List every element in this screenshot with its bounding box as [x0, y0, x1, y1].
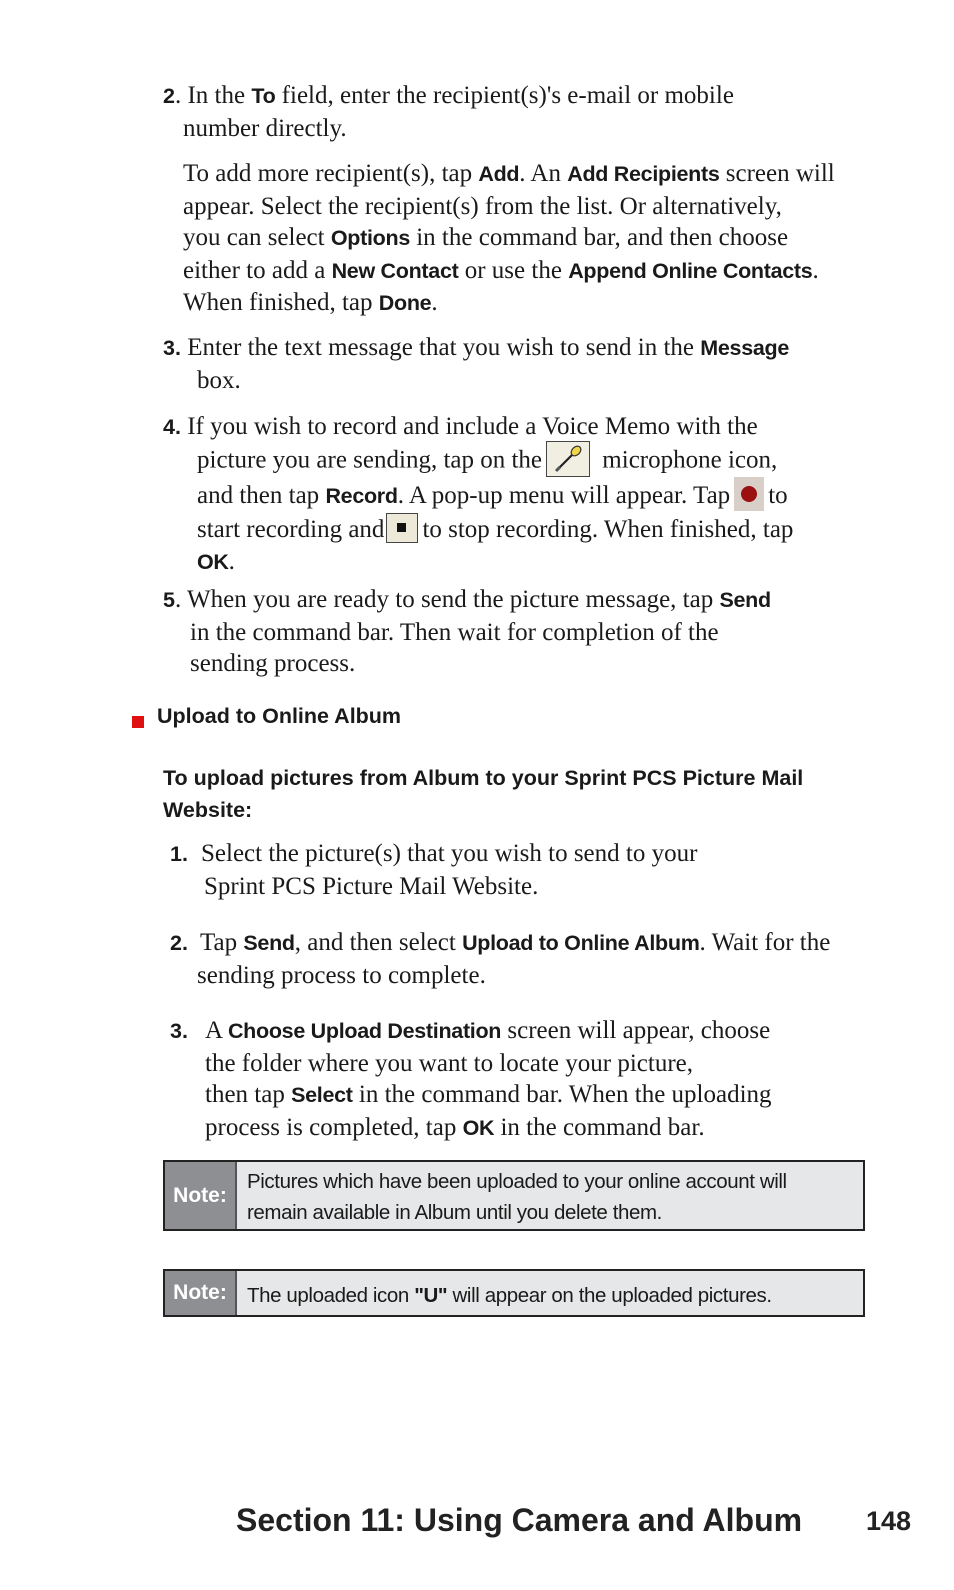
- step-2: 2. In the To field, enter the recipient(s)'s e-mail or mobile number directly.: [163, 82, 734, 142]
- step-number: 3.: [163, 336, 181, 360]
- microphone-icon: [546, 441, 590, 477]
- step-4: 4. If you wish to record and include a Voice Memo with the picture you are sending, tap on the microphone icon, and then tap Record. A pop-up menu will appear. Tap to start recording and to stop recording. When finished, tap OK.: [163, 413, 794, 576]
- stop-icon: [386, 513, 418, 543]
- step-3: 3. Enter the text message that you wish to send in the Message box.: [163, 334, 790, 394]
- step-number: 5: [163, 588, 175, 612]
- step-number: 2: [163, 84, 175, 108]
- step-number: 2.: [170, 931, 188, 955]
- subheading: To upload pictures from Album to your Sprint PCS Picture Mail Website:: [163, 766, 804, 822]
- step-5: 5. When you are ready to send the picture message, tap Send in the command bar. Then wait for completion of the sending process.: [163, 586, 771, 678]
- step-number: 1.: [170, 842, 188, 866]
- section-heading: Upload to Online Album: [157, 704, 402, 728]
- note-box: [163, 1269, 865, 1317]
- step-number: 4.: [163, 415, 181, 439]
- step-2-details: To add more recipient(s), tap Add. An Add Recipients screen will appear. Select the recipient(s) from the list. Or alternatively, you can select Options in the command bar, and then choose either to add a New Contact or use the Append Online Contacts. When finished, tap Done.: [183, 160, 835, 317]
- footer-section-title: Section 11: Using Camera and Album: [236, 1502, 803, 1538]
- note-label: Note:: [165, 1271, 237, 1315]
- note-text: Pictures which have been uploaded to your online account will remain available in Album until you delete them.: [247, 1170, 787, 1224]
- upload-step-1: 1. Select the picture(s) that you wish to send to your Sprint PCS Picture Mail Website.: [170, 840, 698, 900]
- page-number: 148: [866, 1506, 912, 1536]
- record-icon: [734, 477, 764, 511]
- note-box: [163, 1160, 865, 1231]
- upload-step-3: 3. A Choose Upload Destination screen will appear, choose the folder where you want to locate your picture, then tap Select in the command bar. When the uploading process is completed, tap OK in the command bar.: [170, 1017, 772, 1141]
- step-number: 3.: [170, 1019, 188, 1043]
- note-label: Note:: [165, 1162, 237, 1229]
- red-square-bullet-icon: [132, 716, 144, 728]
- note-text: The uploaded icon "U" will appear on the uploaded pictures.: [247, 1284, 772, 1307]
- upload-step-2: 2. Tap Send, and then select Upload to Online Album. Wait for the sending process to complete.: [170, 929, 831, 989]
